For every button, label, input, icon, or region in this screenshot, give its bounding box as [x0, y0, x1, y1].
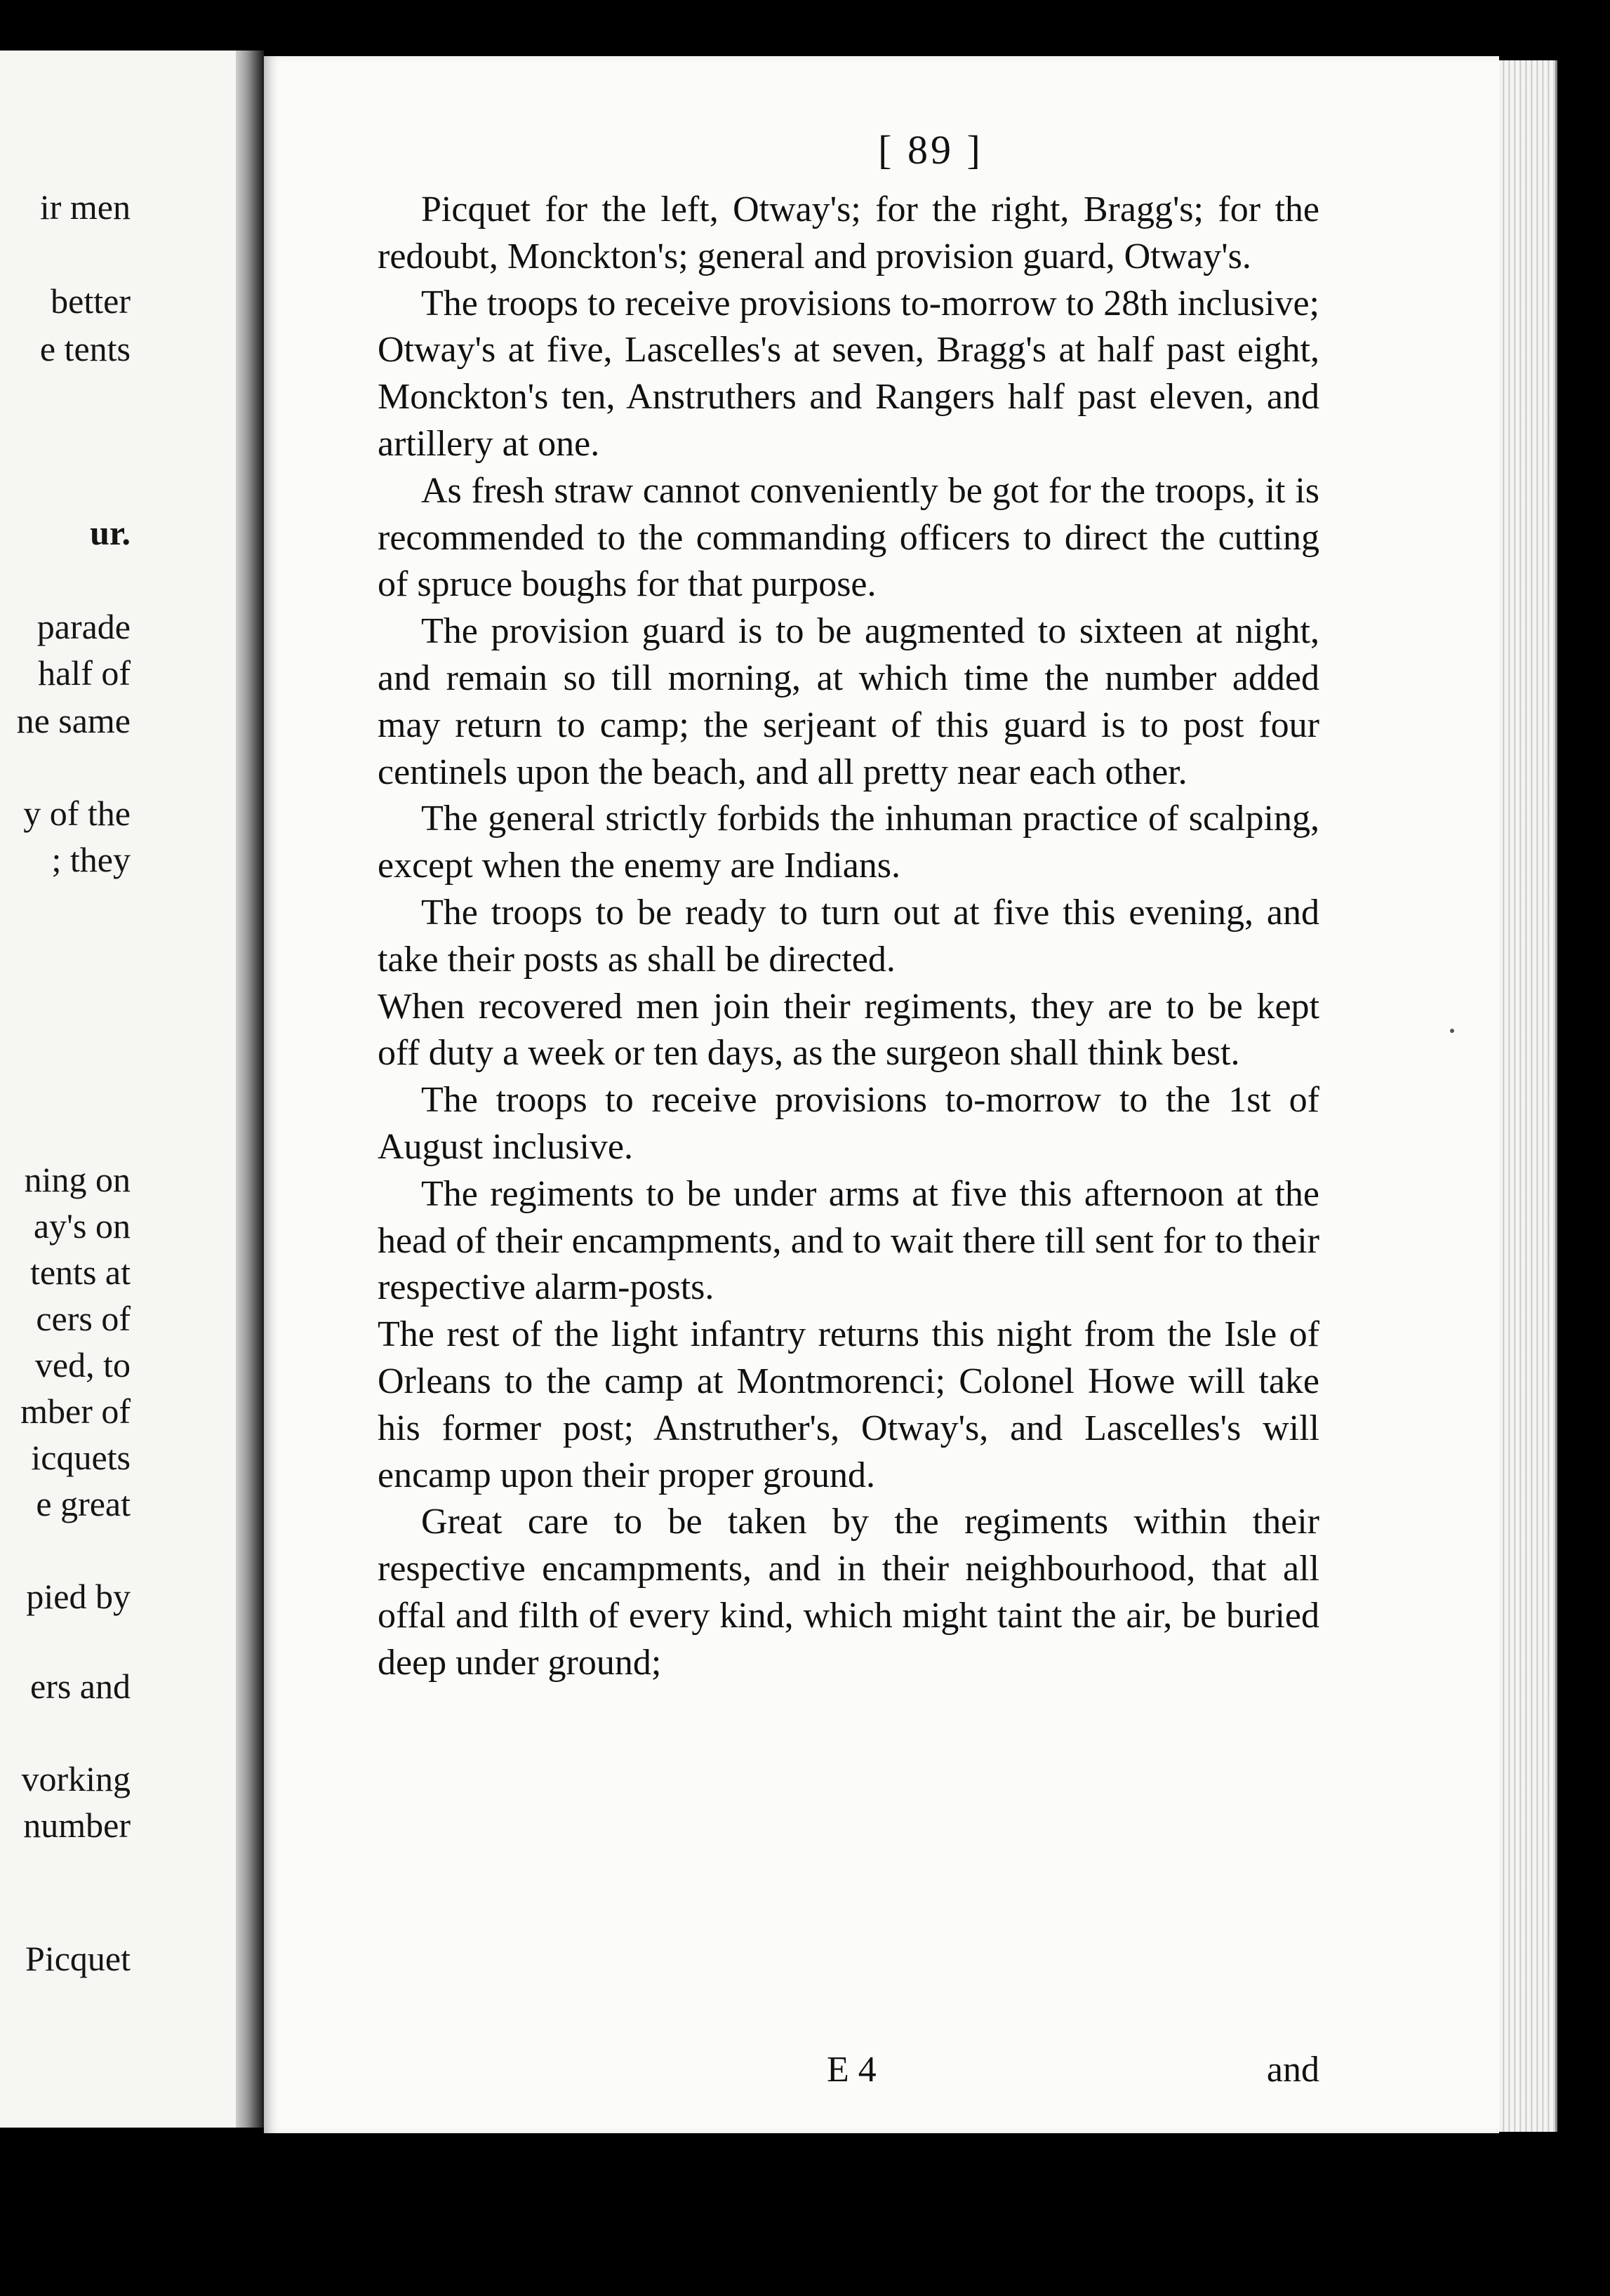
paragraph: The troops to receive provisions to-morrow to the 1st of August inclusive. [378, 1080, 1319, 1167]
left-page-line: ne same [16, 701, 131, 740]
signature-mark: E 4 [827, 2050, 877, 2090]
left-page-line: icquets [31, 1438, 131, 1477]
left-page-line: Picquet [25, 1939, 131, 1978]
body-text [378, 187, 1319, 1687]
page-edges [1499, 60, 1557, 2132]
left-page-line: y of the [23, 794, 131, 833]
paragraph: The troops to be ready to turn out at five this evening, and take their posts as shall be directed. [378, 892, 1319, 980]
left-page-line: ur. [90, 513, 131, 552]
paragraph: Picquet for the left, Otway's; for the right, Bragg's; for the redoubt, Monckton's; general and provision guard, Otway's. [378, 189, 1319, 276]
left-page-line: e great [36, 1484, 131, 1523]
paragraph: The provision guard is to be augmented to sixteen at night, and remain so till morning, at which time the number added may return to camp; the serjeant of this guard is to post four centinels upon the beach, and all pretty near each other. [378, 611, 1319, 792]
paragraph: The troops to receive provisions to-morrow to 28th inclusive; Otway's at five, Lascelles's at seven, Bragg's at half past eight, Monckton's ten, Anstruthers and Rangers half past eleven, and artillery at one. [378, 283, 1319, 464]
paragraph: As fresh straw cannot conveniently be got for the troops, it is recommended to the commanding officers to direct the cutting of spruce boughs for that purpose. [378, 470, 1319, 605]
left-page-line: vorking [21, 1759, 131, 1798]
paragraph: Great care to be taken by the regiments within their respective encampments, and in their neighbourhood, that all offal and filth of every kind, which might taint the air, be buried deep under ground; [378, 1502, 1319, 1683]
left-page-line: tents at [29, 1253, 131, 1292]
paragraph: When recovered men join their regiments, they are to be kept off duty a week or ten days, as the surgeon shall think best. [378, 986, 1319, 1074]
left-page-line: ; they [51, 840, 131, 879]
left-page-line: better [51, 281, 131, 321]
left-page-line: mber of [20, 1391, 131, 1431]
left-page-line: ning on [24, 1160, 131, 1199]
left-page-line: parade [36, 607, 131, 646]
left-page-line: ved, to [34, 1345, 131, 1384]
left-page-line: ay's on [33, 1206, 131, 1246]
left-page-line: number [23, 1806, 131, 1845]
left-page [0, 51, 237, 2128]
left-page-line: ers and [30, 1667, 131, 1706]
book-gutter [236, 51, 264, 2128]
paragraph: The general strictly forbids the inhuman practice of scalping, except when the enemy are Indians. [378, 799, 1319, 886]
page-number-header: [ 89 ] [878, 127, 983, 173]
catchword: and [1266, 2050, 1319, 2090]
left-page-line: pied by [26, 1577, 131, 1616]
left-page-line: half of [38, 653, 131, 693]
paragraph: The regiments to be under arms at five this afternoon at the head of their encampments, and to wait there till sent for to their respective alarm-posts. [378, 1173, 1319, 1308]
paragraph: The rest of the light infantry returns this night from the Isle of Orleans to the camp at Montmorenci; Colonel Howe will take his former post; Anstruther's, Otway's, and Lascelles's will encamp upon their proper ground. [378, 1314, 1319, 1495]
left-page-line: e tents [39, 329, 131, 368]
ink-speck [1450, 1029, 1454, 1033]
right-page [264, 56, 1499, 2133]
left-page-line: ir men [39, 187, 131, 227]
left-page-line: cers of [36, 1299, 131, 1338]
page-footer [378, 2049, 1319, 2098]
